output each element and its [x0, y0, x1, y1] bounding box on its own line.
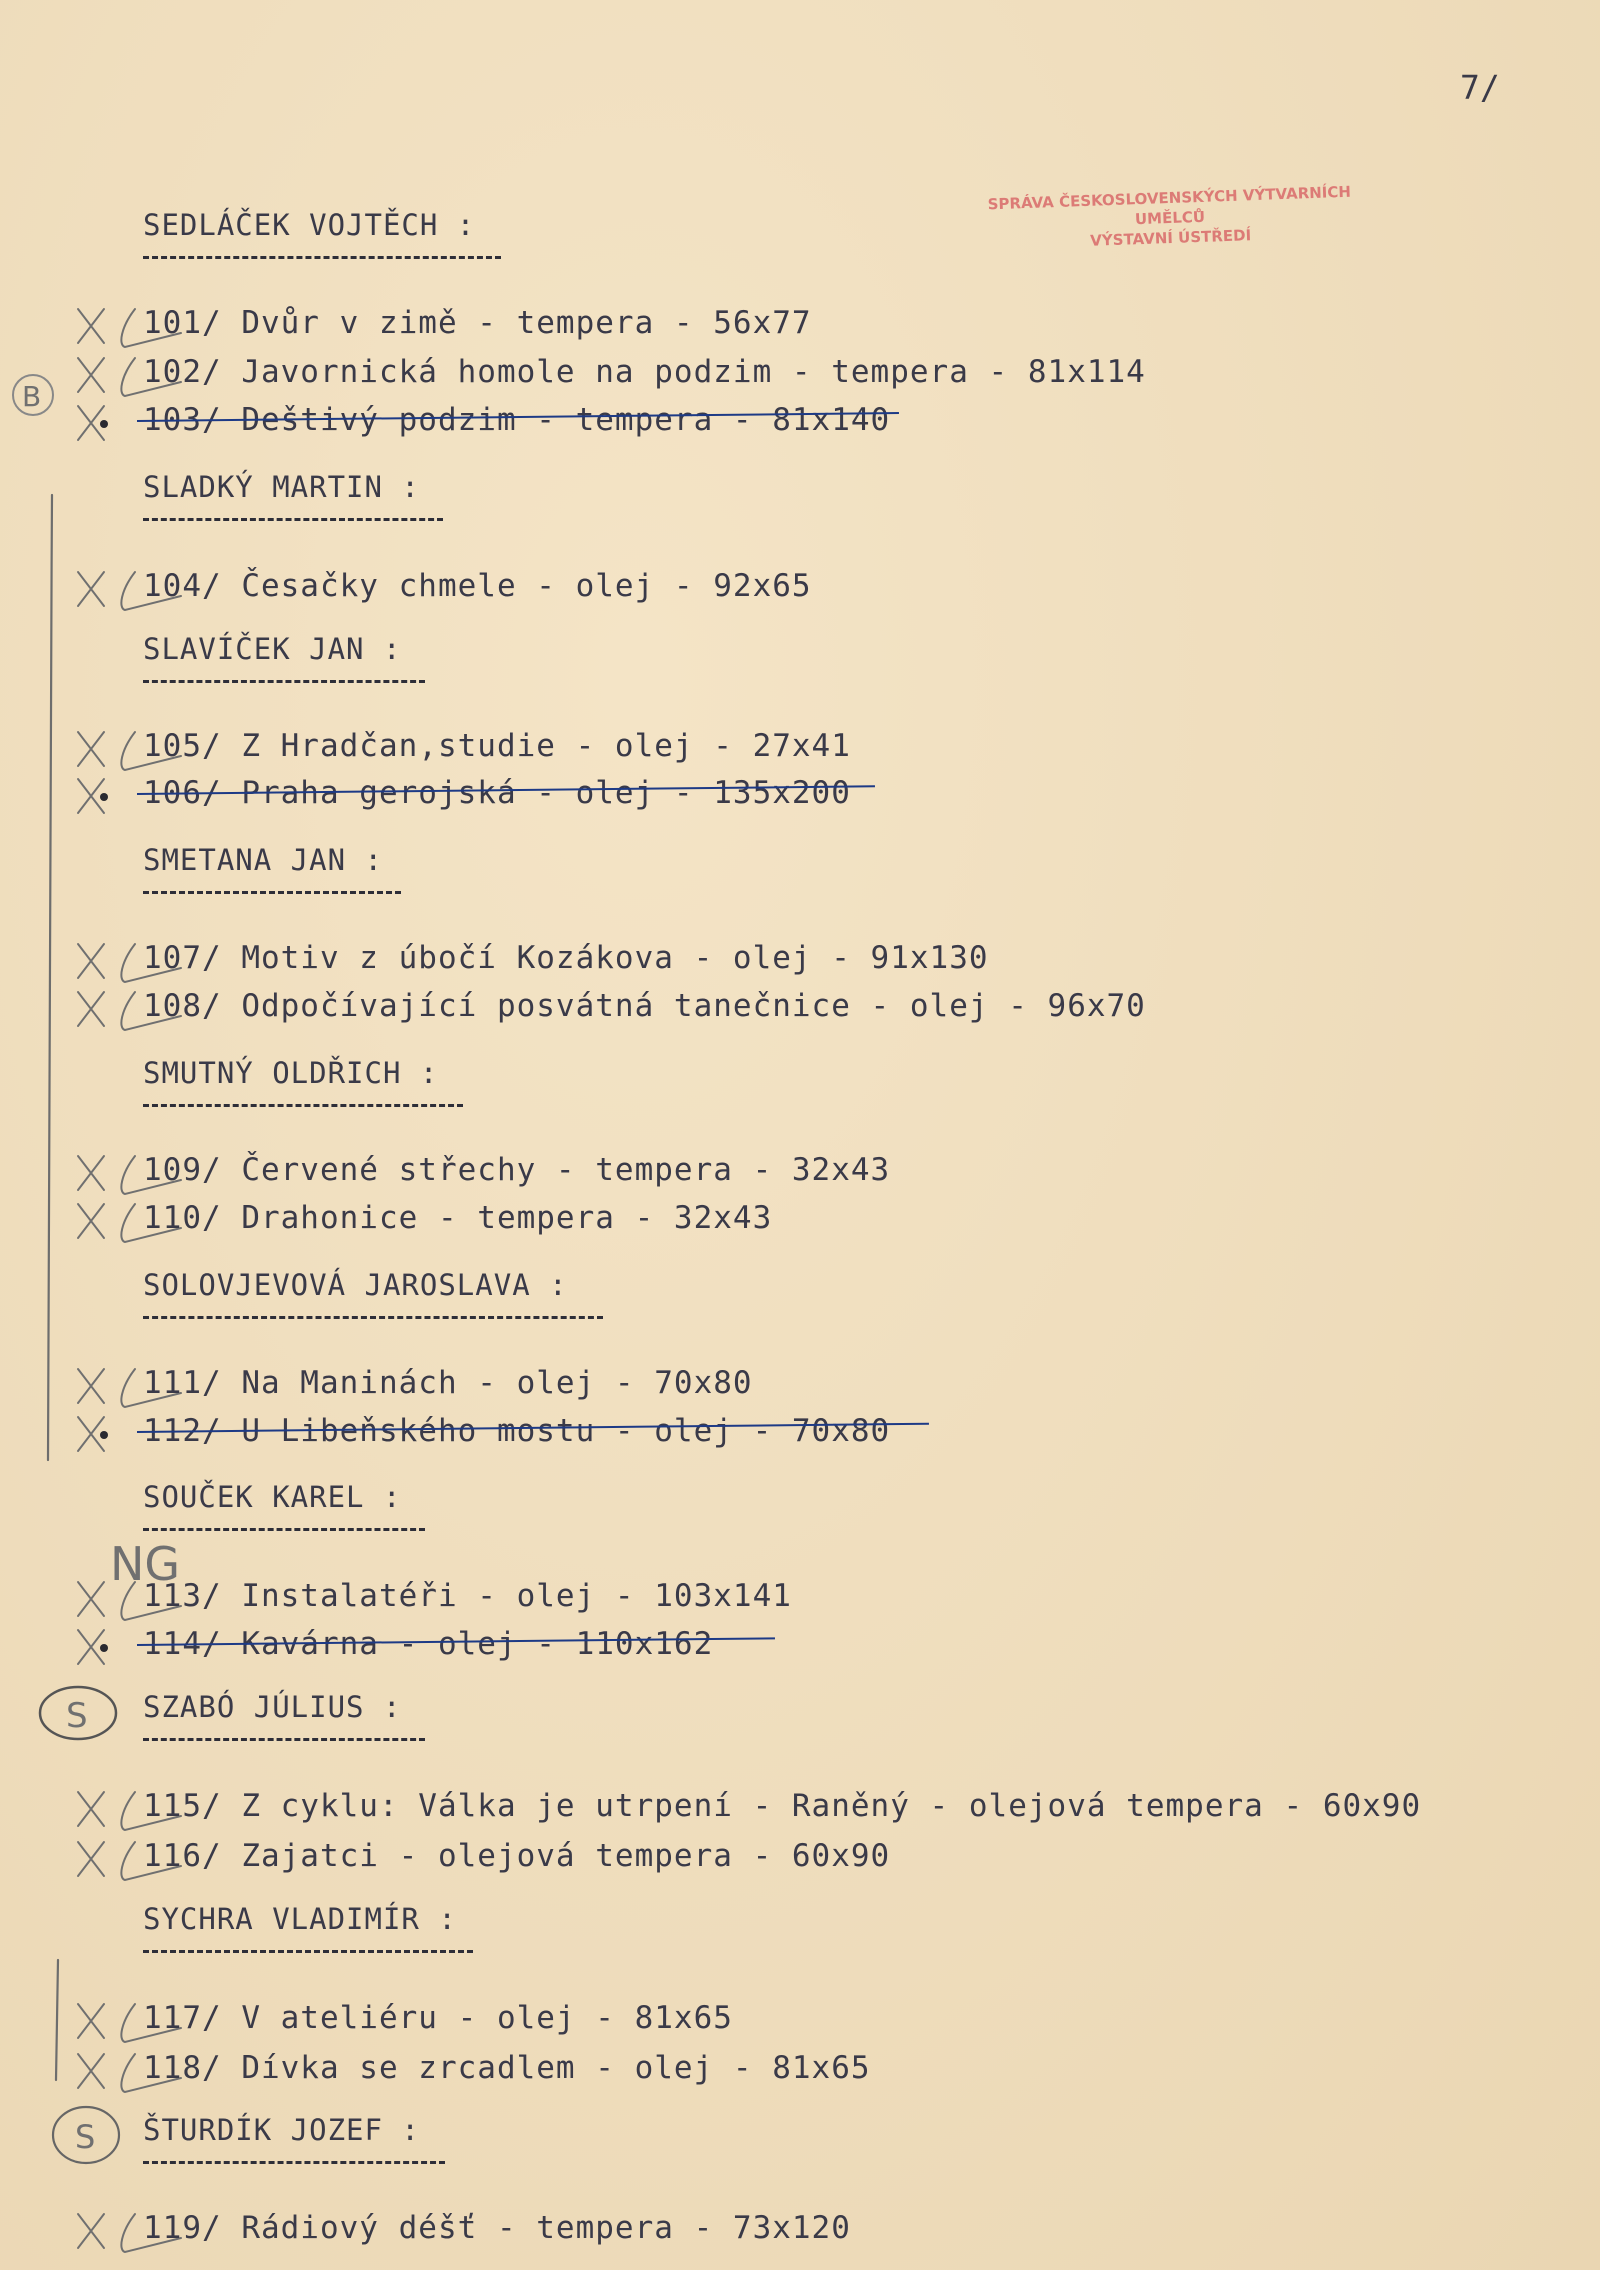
heading-underline: [143, 680, 425, 683]
pencil-x-mark: [78, 406, 104, 440]
artist-heading: SOLOVJEVOVÁ JAROSLAVA :: [143, 1268, 568, 1302]
pencil-x-mark: [78, 1417, 104, 1451]
pencil-x-mark: [78, 358, 104, 392]
artist-heading: SOUČEK KAREL :: [143, 1480, 402, 1514]
handwritten-ng: NG: [110, 1537, 181, 1591]
catalogue-item: 118/ Dívka se zrcadlem - olej - 81x65: [143, 2050, 871, 2086]
catalogue-item: 103/ Deštivý podzim - tempera - 81x140: [143, 402, 891, 438]
heading-underline: [143, 2161, 445, 2164]
stamp-line-2: VÝSTAVNÍ ÚSTŘEDÍ: [1089, 226, 1252, 250]
bullet-dot: [100, 1644, 108, 1652]
margin-pencil-line-lower: [56, 1960, 58, 2080]
margin-pencil-line: [48, 495, 52, 1460]
pencil-x-mark: [78, 1156, 104, 1190]
pencil-x-mark: [78, 1792, 104, 1826]
heading-underline: [143, 1950, 473, 1953]
artist-heading: ŠTURDÍK JOZEF :: [143, 2113, 420, 2147]
heading-underline: [143, 518, 443, 521]
heading-underline: [143, 891, 401, 894]
pencil-x-mark: [78, 732, 104, 766]
pencil-x-mark: [78, 309, 104, 343]
pencil-x-mark: [78, 992, 104, 1026]
catalogue-item: 117/ V ateliéru - olej - 81x65: [143, 2000, 733, 2036]
catalogue-item: 110/ Drahonice - tempera - 32x43: [143, 1200, 773, 1236]
catalogue-item: 112/ U Libeňského mostu - olej - 70x80: [143, 1413, 891, 1449]
pencil-x-mark: [78, 2054, 104, 2088]
artist-heading: SMUTNÝ OLDŘICH :: [143, 1056, 439, 1090]
catalogue-item: 104/ Česačky chmele - olej - 92x65: [143, 568, 812, 604]
bullet-dot: [100, 420, 108, 428]
catalogue-item: 109/ Červené střechy - tempera - 32x43: [143, 1152, 891, 1188]
catalogue-item: 101/ Dvůr v zimě - tempera - 56x77: [143, 305, 812, 341]
page-number: 7/: [1460, 68, 1500, 107]
catalogue-item: 108/ Odpočívající posvátná tanečnice - olej - 96x70: [143, 988, 1146, 1024]
pencil-x-mark: [78, 1204, 104, 1238]
heading-underline: [143, 256, 501, 259]
catalogue-item: 116/ Zajatci - olejová tempera - 60x90: [143, 1838, 891, 1874]
pencil-x-mark: [78, 572, 104, 606]
handwritten-b: B: [22, 380, 42, 413]
stamp-line-1: SPRÁVA ČESKOSLOVENSKÝCH VÝTVARNÍCH UMĚLCŮ: [987, 182, 1352, 229]
pencil-x-mark: [78, 779, 104, 813]
artist-heading: SLADKÝ MARTIN :: [143, 470, 420, 504]
heading-underline: [143, 1738, 425, 1741]
pencil-x-mark: [78, 2214, 104, 2248]
catalogue-item: 111/ Na Maninách - olej - 70x80: [143, 1365, 753, 1401]
catalogue-item: 113/ Instalatéři - olej - 103x141: [143, 1578, 792, 1614]
catalogue-item: 107/ Motiv z úbočí Kozákova - olej - 91x130: [143, 940, 989, 976]
pencil-x-mark: [78, 1582, 104, 1616]
catalogue-item: 114/ Kavárna - olej - 110x162: [143, 1626, 714, 1662]
handwritten-s-2: S: [75, 2118, 96, 2156]
heading-underline: [143, 1104, 463, 1107]
artist-heading: SLAVÍČEK JAN :: [143, 632, 402, 666]
artist-heading: SYCHRA VLADIMÍR :: [143, 1902, 457, 1936]
heading-underline: [143, 1528, 425, 1531]
pencil-x-mark: [78, 2004, 104, 2038]
handwritten-s-1: S: [66, 1696, 88, 1736]
catalogue-item: 102/ Javornická homole na podzim - tempera - 81x114: [143, 354, 1146, 390]
artist-heading: SMETANA JAN :: [143, 843, 383, 877]
pencil-x-mark: [78, 1630, 104, 1664]
bullet-dot: [100, 1431, 108, 1439]
catalogue-item: 119/ Rádiový déšť - tempera - 73x120: [143, 2210, 851, 2246]
catalogue-item: 105/ Z Hradčan,studie - olej - 27x41: [143, 728, 851, 764]
artist-heading: SEDLÁČEK VOJTĚCH :: [143, 208, 476, 242]
pencil-x-mark: [78, 1842, 104, 1876]
heading-underline: [143, 1316, 603, 1319]
bullet-dot: [100, 793, 108, 801]
catalogue-item: 106/ Praha gerojská - olej - 135x200: [143, 775, 851, 811]
pencil-x-mark: [78, 1369, 104, 1403]
catalogue-item: 115/ Z cyklu: Válka je utrpení - Raněný - olejová tempera - 60x90: [143, 1788, 1422, 1824]
artist-heading: SZABÓ JÚLIUS :: [143, 1690, 402, 1724]
pencil-x-mark: [78, 944, 104, 978]
